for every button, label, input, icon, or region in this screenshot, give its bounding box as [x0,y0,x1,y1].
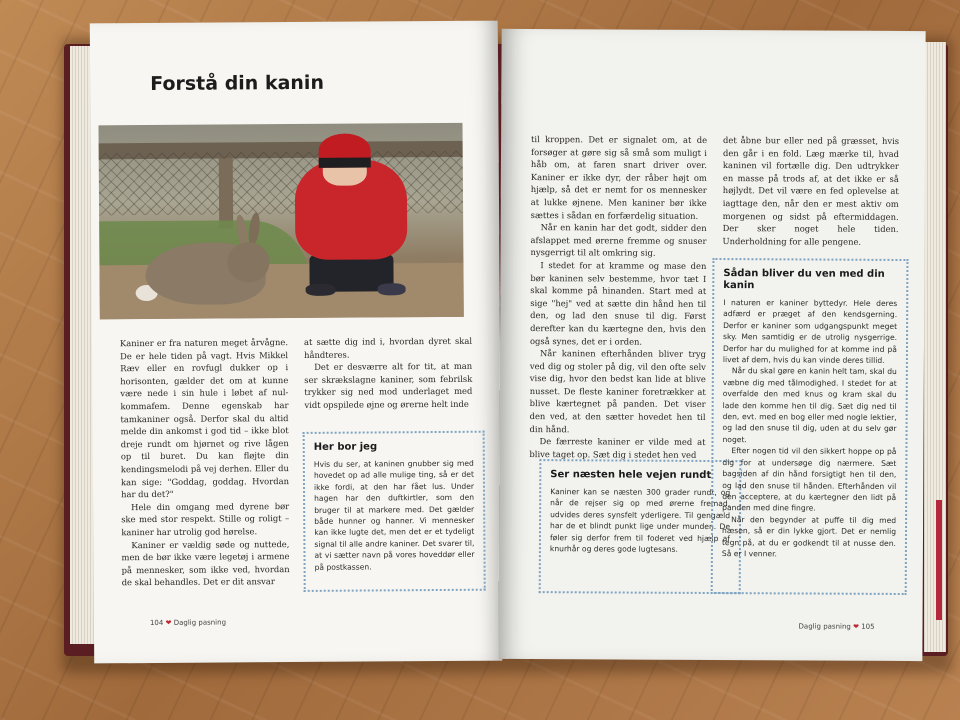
right-column-1 [529,133,707,461]
rabbit-head [227,242,269,282]
paragraph: I stedet for at kramme og mase den bør kaninen selv bestemme, hvor tæt I skal komme på hinanden. Start med at sige "hej" ved at sætte din hånd hen til den, og lad den snuse til dig. Først derefter kan du kærtegne den, hvis den også synes, det er i orden. [529,260,707,347]
box-text: I naturen er kaniner byttedyr. Hele deres adfærd er præget af den kendsgerning. Derfor er kaniner som udgangspunkt meget sky. Men samtidig er de utrolig nysgerrige. Derfor har du mulighed for at komme ind på livet af dem, hvis du kan vinde deres tillid. [722,298,898,365]
heart-icon: ❤ [853,622,859,631]
box-text: Kaniner kan se næsten 300 grader rundt, og når de rejser sig op med ørerne fremad, udvides deres synsfelt yderligere. Til gengæld har de et blindt punkt lige under munden. De føler sig derfor frem til foderet ved hjælp af knurhår og deres gode lugtesans. [549,487,731,554]
section-name: Daglig pasning [173,618,227,627]
box-text: Hvis du ser, at kaninen gnubber sig med hovedet op ad alle mulige ting, så er det ikke fordi, at den har fået lus. Under hagen har den duftkirtler, som den bruger til at markere med. Det gælder både hunner og hanner. Vi mennesker kan ikke lugte det, men det er et tydeligt signal til alle andre kaniner. Det svarer til, at vi sætter navn på vores hoveddør eller på postkassen. [313,458,475,572]
heart-icon: ❤ [165,618,172,627]
paragraph: Kaniner er fra naturen meget årvågne. De er hele tiden på vagt. Hvis Mikkel Ræv eller en rovfugl dukker op i horisonten, gælder det om at kunne være nede i sin hule i løbet af nul-kommafem. Denne egenskab har tamkaniner også. Derfor skal du altid melde din ankomst i god tid – ikke blot dreje rundt om hjørnet og rive lågen op til buret. Du kan fløjte din kendingsmelodi på vej derhen. Eller du kan sige: "Goddag, goddag. Hvordan har du det?" [119,337,290,500]
section-name: Daglig pasning [798,622,851,631]
child-shoe [306,284,336,296]
box-text: Når du skal gøre en kanin helt tam, skal du væbne dig med tålmodighed. I stedet for at overfalde den med knus og kram skal du lade den komme hen til dig. Sæt dig ned til den, evt. med en bog eller med nogle lektier, og lad den snuse til dig, uden at du selv gør noget. [722,366,897,445]
paragraph: De færreste kaniner er vilde med at blive taget op. Sæt dig i stedet hen ved [529,436,706,460]
left-column-2 [304,335,473,412]
box-title: Sådan bliver du ven med din kanin [723,268,885,292]
wire-mesh [99,151,463,216]
paragraph: Når en kanin har det godt, sidder den afslappet med ørerne fremme og snuser nysgerrigt til alt omkring sig. [530,222,707,259]
left-page [90,21,502,664]
right-page [498,29,925,661]
paragraph: Det er desværre alt for tit, at man ser skrækslagne kaniner, som febrilsk trykker sig ned mod underlaget med vidt opspilede øjne og ørerne helt inde [304,360,473,410]
chapter-title: Forstå din kanin [150,71,325,96]
footer-right [799,622,875,630]
footer-left [150,618,226,627]
box-title: Ser næsten hele vejen rundt [550,469,712,481]
page-number: 105 [861,622,875,631]
box-title: Her bor jeg [313,441,378,453]
info-box-her-bor-jeg [303,431,486,592]
child-shoe [378,283,406,295]
photo-child-with-rabbit [98,123,463,320]
bookmark-ribbon [936,500,942,620]
paragraph: til kroppen. Det er signalet om, at de forsøger at gøre sig så små som muligt i håb om, at faren snart driver over. Kaniner er ikke dyr, der råber højt om hjælp, så det er nemt for os mennesker at lukke øjnene. Men kaniner bør ikke sættes i sådan en forfærdelig situation. [530,134,708,221]
page-number: 104 [149,618,164,628]
left-column-1 [120,336,290,589]
paragraph: det åbne bur eller ned på græsset, hvis den går i en fold. Læg mærke til, hvad kaninen vil fortælle dig. Den udtrykker en masse på trods af, at det ikke er så højlydt. Det vil være en fed oplevelse at iagttage den, når den er mest aktiv om morgenen og sidst på eftermiddagen. Der sker noget hele tiden. Underholdning for alle pengene. [722,135,900,247]
child-hat-band [319,157,371,167]
paragraph: Når kaninen efterhånden bliver tryg ved dig og stoler på dig, vil den ofte selv vise dig, hvor den bedst kan lide at blive nusset. De fleste kaniner foretrækker at blive kærtegnet på panden. Det viser den ved, at den sætter hovedet hen til din hånd. [529,348,706,434]
page-edges-right [924,42,946,652]
info-box-saadan-bliver-du-ven [711,258,909,595]
box-text: Efter nogen tid vil den sikkert hoppe op på dig for at undersøge dig nærmere. Sæt bagsiden af din hånd forsigtigt hen til den, og lad den snuse til hånden. Efterhånden vil den acceptere, at du kærtegner den lidt på panden med dine fingre. [722,446,897,513]
paragraph: at sætte dig ind i, hvordan dyret skal håndteres. [303,335,473,360]
fence-post [219,158,233,228]
right-column-2 [723,134,900,248]
box-text: Når den begynder at puffe til dig med næsen, så er din lykke gjort. Det er nemlig tegn på, at du er godkendt til at nusse den. Så er I venner. [721,514,897,559]
paragraph: Kaniner er vældig søde og nuttede, men de bør ikke være legetøj i armene på mennesker, som ikke ved, hvordan de skal behandles. Det er dit ansvar [121,538,290,588]
paragraph: Hele din omgang med dyrene bør ske med stor respekt. Stille og roligt – kaniner har utrolig god hørelse. [121,500,290,538]
